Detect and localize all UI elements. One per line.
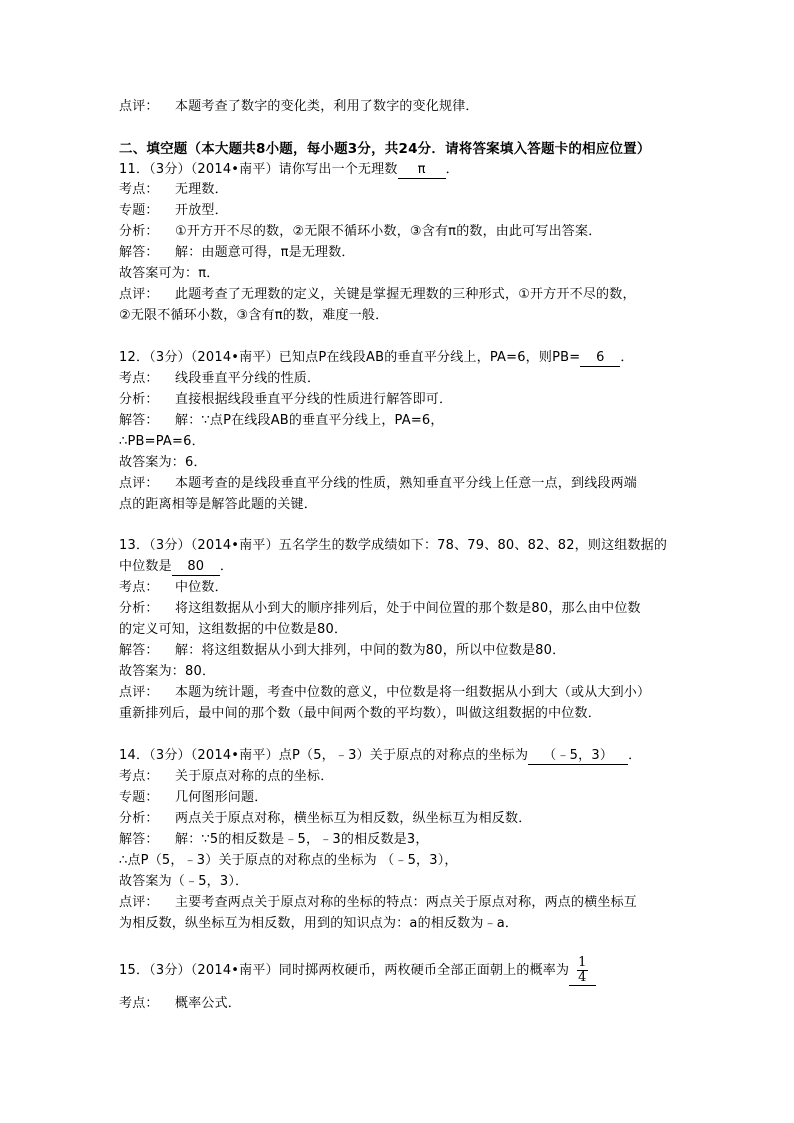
q14-jieda-label: 解答：	[119, 832, 159, 847]
q12-fenxi-text: 直接根据线段垂直平分线的性质进行解答即可．	[175, 392, 453, 407]
q12-answer-line: 故答案为：6．	[119, 455, 207, 470]
q13-fenxi-label: 分析：	[119, 601, 159, 616]
q11-stem-end: ．	[445, 162, 459, 177]
q11-dianping-label: 点评：	[119, 287, 159, 302]
q12-jieda-label: 解答：	[119, 413, 159, 428]
q14-kaodian-text: 关于原点对称的点的坐标．	[175, 769, 334, 784]
q11-stem-text: 11．（3分）（2014•南平）请你写出一个无理数	[119, 162, 398, 177]
q14-kaodian-label: 考点：	[119, 769, 159, 784]
q11-jieda	[119, 243, 355, 263]
q14-zhuanti-text: 几何图形问题．	[175, 790, 268, 805]
review-text: 本题考查了数字的变化类，利用了数字的变化规律．	[175, 99, 479, 114]
q13-jieda	[119, 641, 565, 661]
q13-dianping-text: 本题为统计题，考查中位数的意义，中位数是将一组数据从小到大（或从大到小）	[175, 685, 651, 700]
q14-stem-text: 14．（3分）（2014•南平）点P（5，﹣3）关于原点的对称点的坐标为	[119, 748, 529, 763]
q15-fraction-denominator: 4	[578, 970, 587, 985]
q15-kaodian	[119, 994, 241, 1014]
q11-fenxi-text: ①开方开不尽的数，②无限不循环小数，③含有π的数，由此可写出答案．	[175, 224, 602, 239]
q15-fraction-numerator: 1	[578, 955, 587, 970]
section-heading: 二、填空题（本大题共8小题，每小题3分，共24分．请将答案填入答题卡的相应位置）	[119, 141, 651, 157]
q11-fenxi-label: 分析：	[119, 224, 159, 239]
q15-answer-blank	[569, 956, 595, 986]
q14-fenxi-label: 分析：	[119, 811, 159, 826]
q12-stem-end: ．	[620, 350, 634, 365]
q11-answer-line: 故答案可为：π．	[119, 266, 220, 281]
q13-jieda-label: 解答：	[119, 643, 159, 658]
q12-kaodian-text: 线段垂直平分线的性质．	[175, 371, 321, 386]
q11-dianping-text: 此题考查了无理数的定义，关键是掌握无理数的三种形式，①开方开不尽的数，	[175, 287, 636, 302]
q13-fenxi-text: 将这组数据从小到大的顺序排列后，处于中间位置的那个数是80，那么由中位数	[175, 601, 641, 616]
q12-kaodian-label: 考点：	[119, 371, 159, 386]
q14-zhuanti	[119, 788, 267, 808]
q11-zhuanti-label: 专题：	[119, 203, 159, 218]
q14-answer-line: 故答案为（﹣5，3）．	[119, 874, 249, 889]
q14-dianping	[119, 893, 637, 913]
q12-dianping-label: 点评：	[119, 476, 159, 491]
question-11-stem	[119, 160, 459, 180]
q11-dianping-cont: ②无限不循环小数，③含有π的数，难度一般．	[119, 308, 389, 323]
q12-stem-text: 12．（3分）（2014•南平）已知点P在线段AB的垂直平分线上，PA=6，则PB=	[119, 350, 581, 365]
q14-dianping-text: 主要考查两点关于原点对称的坐标的特点：两点关于原点对称，两点的横坐标互	[175, 895, 638, 910]
q11-kaodian-label: 考点：	[119, 182, 159, 197]
q14-stem-end: ．	[628, 748, 642, 763]
q15-answer-fraction	[577, 956, 587, 985]
question-14-stem	[119, 746, 641, 766]
review-line	[119, 97, 479, 117]
q14-answer-blank: （﹣5，3）	[528, 748, 628, 765]
q14-dianping-cont: 为相反数，纵坐标互为相反数，用到的知识点为：a的相反数为﹣a．	[119, 916, 519, 931]
q13-stem-cont	[119, 557, 233, 577]
q12-fenxi	[119, 390, 452, 410]
q12-dianping-cont: 点的距离相等是解答此题的关键．	[119, 497, 318, 512]
q11-fenxi	[119, 222, 601, 242]
q11-kaodian-text: 无理数．	[175, 182, 228, 197]
q12-jieda	[119, 411, 444, 431]
q11-zhuanti	[119, 201, 228, 221]
q13-stem-end: ．	[219, 559, 234, 574]
q12-dianping	[119, 474, 637, 494]
q12-dianping-text: 本题考查的是线段垂直平分线的性质，熟知垂直平分线上任意一点，到线段两端	[175, 476, 638, 491]
question-13-stem: 13．（3分）（2014•南平）五名学生的数学成绩如下：78、79、80、82、82，则这组数据的	[119, 538, 668, 553]
q11-zhuanti-text: 开放型．	[175, 203, 228, 218]
q13-dianping	[119, 683, 650, 703]
q15-kaodian-text: 概率公式．	[175, 996, 242, 1011]
review-label: 点评：	[119, 99, 159, 114]
q15-stem-text: 15．（3分）（2014•南平）同时掷两枚硬币，两枚硬币全部正面朝上的概率为	[119, 963, 570, 978]
q11-jieda-text: 解：由题意可得，π是无理数．	[175, 245, 355, 260]
q12-fenxi-label: 分析：	[119, 392, 159, 407]
q14-jieda	[119, 830, 429, 850]
q11-answer-blank: π	[398, 162, 446, 179]
q14-fenxi	[119, 809, 531, 829]
question-12-stem	[119, 348, 634, 368]
q13-kaodian-label: 考点：	[119, 580, 159, 595]
q13-kaodian	[119, 578, 228, 598]
q13-fenxi	[119, 599, 641, 619]
q13-dianping-cont: 重新排列后，最中间的那个数（最中间两个数的平均数），叫做这组数据的中位数．	[119, 706, 601, 721]
q13-answer-line: 故答案为：80．	[119, 664, 216, 679]
q13-jieda-text: 解：将这组数据从小到大排列，中间的数为80，所以中位数是80．	[175, 643, 566, 658]
q14-dianping-label: 点评：	[119, 895, 159, 910]
q13-kaodian-text: 中位数．	[175, 580, 228, 595]
q14-fenxi-text: 两点关于原点对称，横坐标互为相反数，纵坐标互为相反数．	[175, 811, 532, 826]
q13-dianping-label: 点评：	[119, 685, 159, 700]
q13-answer-blank: 80	[172, 559, 220, 576]
q13-stem-cont-text: 中位数是	[119, 559, 172, 574]
q12-jieda-cont: ∴PB=PA=6．	[119, 434, 205, 449]
q11-jieda-label: 解答：	[119, 245, 159, 260]
q11-dianping	[119, 285, 636, 305]
question-15-stem	[119, 956, 596, 986]
q14-zhuanti-label: 专题：	[119, 790, 159, 805]
q12-jieda-text: 解：∵点P在线段AB的垂直平分线上，PA=6，	[175, 413, 444, 428]
q15-kaodian-label: 考点：	[119, 996, 159, 1011]
q11-kaodian	[119, 180, 228, 200]
q14-jieda-cont: ∴点P（5，﹣3）关于原点的对称点的坐标为 （﹣5，3），	[119, 853, 458, 868]
q12-answer-blank: 6	[580, 350, 620, 367]
q13-fenxi-cont: 的定义可知，这组数据的中位数是80．	[119, 622, 348, 637]
q14-jieda-text: 解：∵5的相反数是﹣5，﹣3的相反数是3，	[175, 832, 429, 847]
q12-kaodian	[119, 369, 320, 389]
q14-kaodian	[119, 767, 333, 787]
